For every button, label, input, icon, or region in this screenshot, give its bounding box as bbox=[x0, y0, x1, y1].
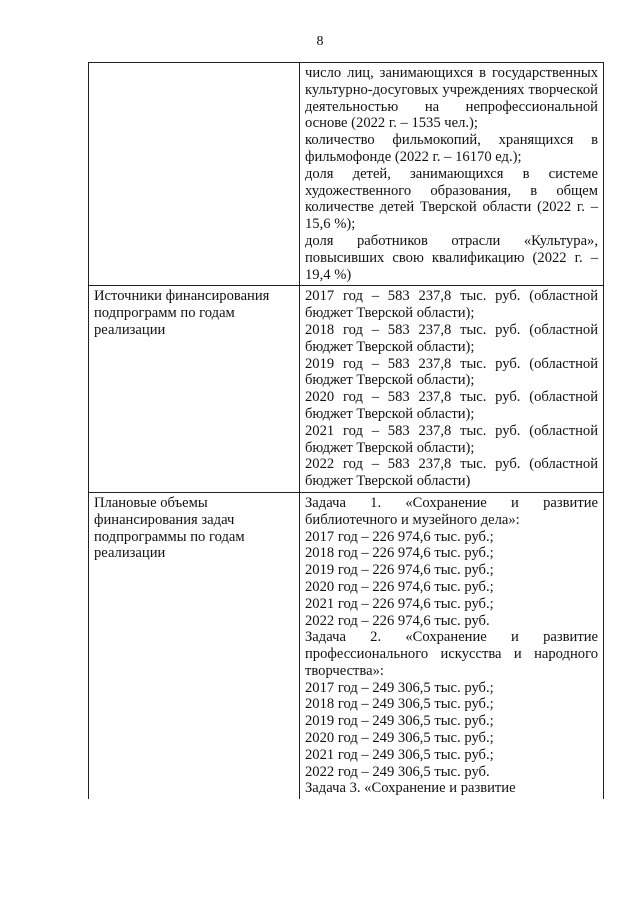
funding-year-line: 2017 год – 583 237,8 тыс. руб. (областной бюджет Тверской области); bbox=[305, 288, 598, 322]
table-row bbox=[89, 286, 604, 493]
task-year-line: 2018 год – 249 306,5 тыс. руб.; bbox=[305, 696, 494, 713]
indicator-text: количество фильмокопий, хранящихся в фильмофонде (2022 г. – 16170 ед.); bbox=[305, 132, 598, 165]
funding-year-line: 2018 год – 583 237,8 тыс. руб. (областной бюджет Тверской области); bbox=[305, 321, 598, 355]
row-label-cell bbox=[89, 63, 300, 286]
row-content-cell bbox=[300, 286, 604, 493]
task-year-line: 2020 год – 226 974,6 тыс. руб.; bbox=[305, 578, 494, 595]
row-label-cell: Источники финансирования подпрограмм по годам реализации bbox=[89, 286, 300, 493]
task-year-line: 2017 год – 226 974,6 тыс. руб.; bbox=[305, 528, 494, 545]
funding-year-line: 2019 год – 583 237,8 тыс. руб. (областной бюджет Тверской области); bbox=[305, 355, 598, 389]
row-label-cell: Плановые объемы финансирования задач подпрограммы по годам реализации bbox=[89, 492, 300, 799]
page-number: 8 bbox=[316, 34, 324, 49]
funding-year-line: 2020 год – 583 237,8 тыс. руб. (областной бюджет Тверской области); bbox=[305, 389, 598, 422]
passport-table bbox=[88, 62, 604, 799]
task-year-line: 2019 год – 226 974,6 тыс. руб.; bbox=[305, 562, 494, 579]
task-heading: Задача 2. «Сохранение и развитие профессионального искусства и народного творчества»: bbox=[305, 629, 598, 679]
task-year-line: 2022 год – 226 974,6 тыс. руб. bbox=[305, 612, 490, 629]
task-heading: Задача 3. «Сохранение и развитие bbox=[305, 780, 516, 797]
indicator-text: доля детей, занимающихся в системе художественного образования, в общем количестве детей Тверской области (2022 г. – 15,6 %); bbox=[305, 165, 598, 233]
task-year-line: 2022 год – 249 306,5 тыс. руб. bbox=[305, 763, 490, 780]
task-year-line: 2020 год – 249 306,5 тыс. руб.; bbox=[305, 730, 494, 747]
task-year-line: 2018 год – 226 974,6 тыс. руб.; bbox=[305, 545, 494, 562]
task-year-line: 2019 год – 249 306,5 тыс. руб.; bbox=[305, 713, 494, 730]
indicator-text: число лиц, занимающихся в государственных культурно-досуговых учреждениях творческой деятельностью на непрофессиональной основе (2022 г. – 1535 чел.); bbox=[305, 65, 598, 132]
funding-year-line: 2021 год – 583 237,8 тыс. руб. (областной бюджет Тверской области); bbox=[305, 422, 598, 456]
table-row bbox=[89, 63, 604, 286]
funding-year-line: 2022 год – 583 237,8 тыс. руб. (областной бюджет Тверской области) bbox=[305, 456, 598, 490]
indicator-text: доля работников отрасли «Культура», повысивших свою квалификацию (2022 г. – 19,4 %) bbox=[305, 232, 598, 283]
task-year-line: 2021 год – 226 974,6 тыс. руб.; bbox=[305, 595, 494, 612]
task-year-line: 2021 год – 249 306,5 тыс. руб.; bbox=[305, 746, 494, 763]
table-row bbox=[89, 492, 604, 799]
task-year-line: 2017 год – 249 306,5 тыс. руб.; bbox=[305, 679, 494, 696]
task-heading: Задача 1. «Сохранение и развитие библиотечного и музейного дела»: bbox=[305, 494, 598, 528]
row-content-cell bbox=[300, 63, 604, 286]
row-content-cell bbox=[300, 492, 604, 799]
